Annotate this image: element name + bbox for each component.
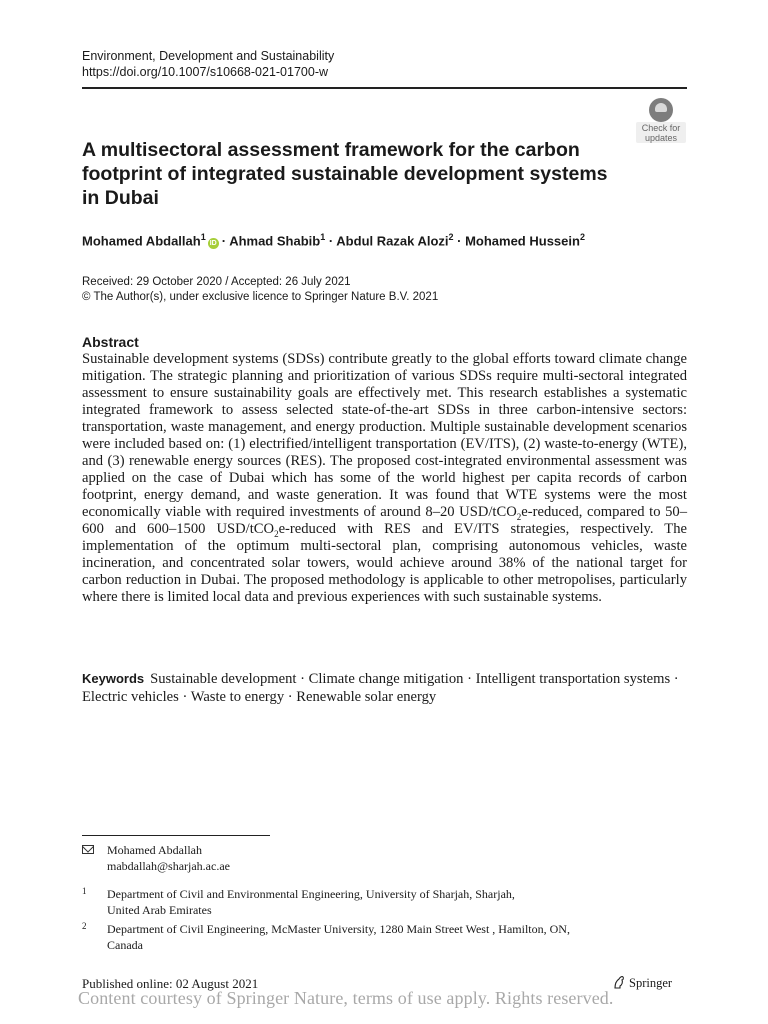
crossmark-icon xyxy=(649,98,673,122)
publisher-name: Springer xyxy=(629,976,673,990)
journal-name: Environment, Development and Sustainability xyxy=(82,49,335,63)
check-for-updates-badge[interactable] xyxy=(636,98,686,142)
author-name[interactable]: Mohamed Hussein xyxy=(465,233,580,249)
springer-logo xyxy=(612,975,672,991)
springer-horse-icon xyxy=(612,975,626,989)
journal-header xyxy=(82,48,334,80)
keywords-list: Sustainable development · Climate change mitigation · Intelligent transportation systems · Electric vehicles · Waste to energy · Renewable solar energy xyxy=(82,671,679,705)
abstract-body: Sustainable development systems (SDSs) contribute greatly to the global efforts toward climate change mitigation. The strategic planning and prioritization of various SDSs require multi-sectoral integrated assessment to ensure sustainability goals are effectively met. This research establishes a systematic integrated framework to assess selected state-of-the-art SDSs in three carbon-intensive sectors: transportation, waste management, and energy production. Multiple sustainable development scenarios were included based on: (1) electrified/intelligent transportation (EV/ITS), (2) waste-to-energy (WTE), and (3) renewable energy sources (RES). The proposed cost-integrated environmental assessment was applied on the case of Dubai which has some of the world highest per capita records of carbon footprint, energy demand, and waste generation. It was found that WTE systems were the most economically viable with required investments of around 8–20 USD/tCO$_2$e-reduced, compared to 50–600 and 600–1500 USD/tCO$_2$e-reduced with RES and EV/ITS strategies, respectively. The implementation of the optimum multi-sectoral plan, comprising autonomous vehicles, waste incineration, and concentrated solar towers, would achieve around 38% of the national target for carbon reduction in Dubai. The proposed methodology is applicable to other metropolises, particularly where there is limited local data and previous experiences with such sustainable systems. xyxy=(82,351,687,605)
keywords-heading: Keywords xyxy=(82,671,145,686)
affiliation-number: 1 xyxy=(82,886,87,896)
contact-name: Mohamed Abdallah xyxy=(107,843,202,857)
publication-dates xyxy=(82,275,438,305)
author-name[interactable]: Mohamed Abdallah xyxy=(82,233,201,249)
published-online: Published online: 02 August 2021 xyxy=(82,976,259,991)
orcid-icon[interactable]: ID xyxy=(209,240,217,248)
author-list: Mohamed Abdallah$^1$ID · Ahmad Shabib$^1$ · Abdul Razak Alozi$^2$ · Mohamed Hussein$^2$ xyxy=(82,232,585,249)
abstract-heading: Abstract xyxy=(82,334,139,350)
paper-title: A multisectoral assessment framework for the carbon footprint of integrated sustainable development systems in Dubai xyxy=(82,139,608,209)
author-affiliation-mark: 2 xyxy=(579,232,585,242)
header-rule xyxy=(82,87,687,89)
doi-link[interactable]: https://doi.org/10.1007/s10668-021-01700-w xyxy=(82,65,329,79)
author-affiliation-mark: 1 xyxy=(200,232,206,242)
footnote-rule xyxy=(82,835,270,836)
copyright-line: © The Author(s), under exclusive licence to Springer Nature B.V. 2021 xyxy=(82,291,439,303)
author-name[interactable]: Ahmad Shabib xyxy=(229,233,321,249)
author-name[interactable]: Abdul Razak Alozi xyxy=(336,233,449,249)
affiliation-number: 2 xyxy=(82,921,87,931)
author-affiliation-mark: 2 xyxy=(448,232,454,242)
envelope-icon xyxy=(82,845,94,854)
author-affiliation-mark: 1 xyxy=(320,232,326,242)
crossmark-label: Check for updates xyxy=(636,122,686,143)
contact-email[interactable]: mabdallah@sharjah.ac.ae xyxy=(107,859,230,873)
keywords-section xyxy=(82,670,687,706)
received-accepted: Received: 29 October 2020 / Accepted: 26 July 2021 xyxy=(82,276,351,288)
courtesy-watermark: Content courtesy of Springer Nature, terms of use apply. Rights reserved. xyxy=(78,988,614,1008)
